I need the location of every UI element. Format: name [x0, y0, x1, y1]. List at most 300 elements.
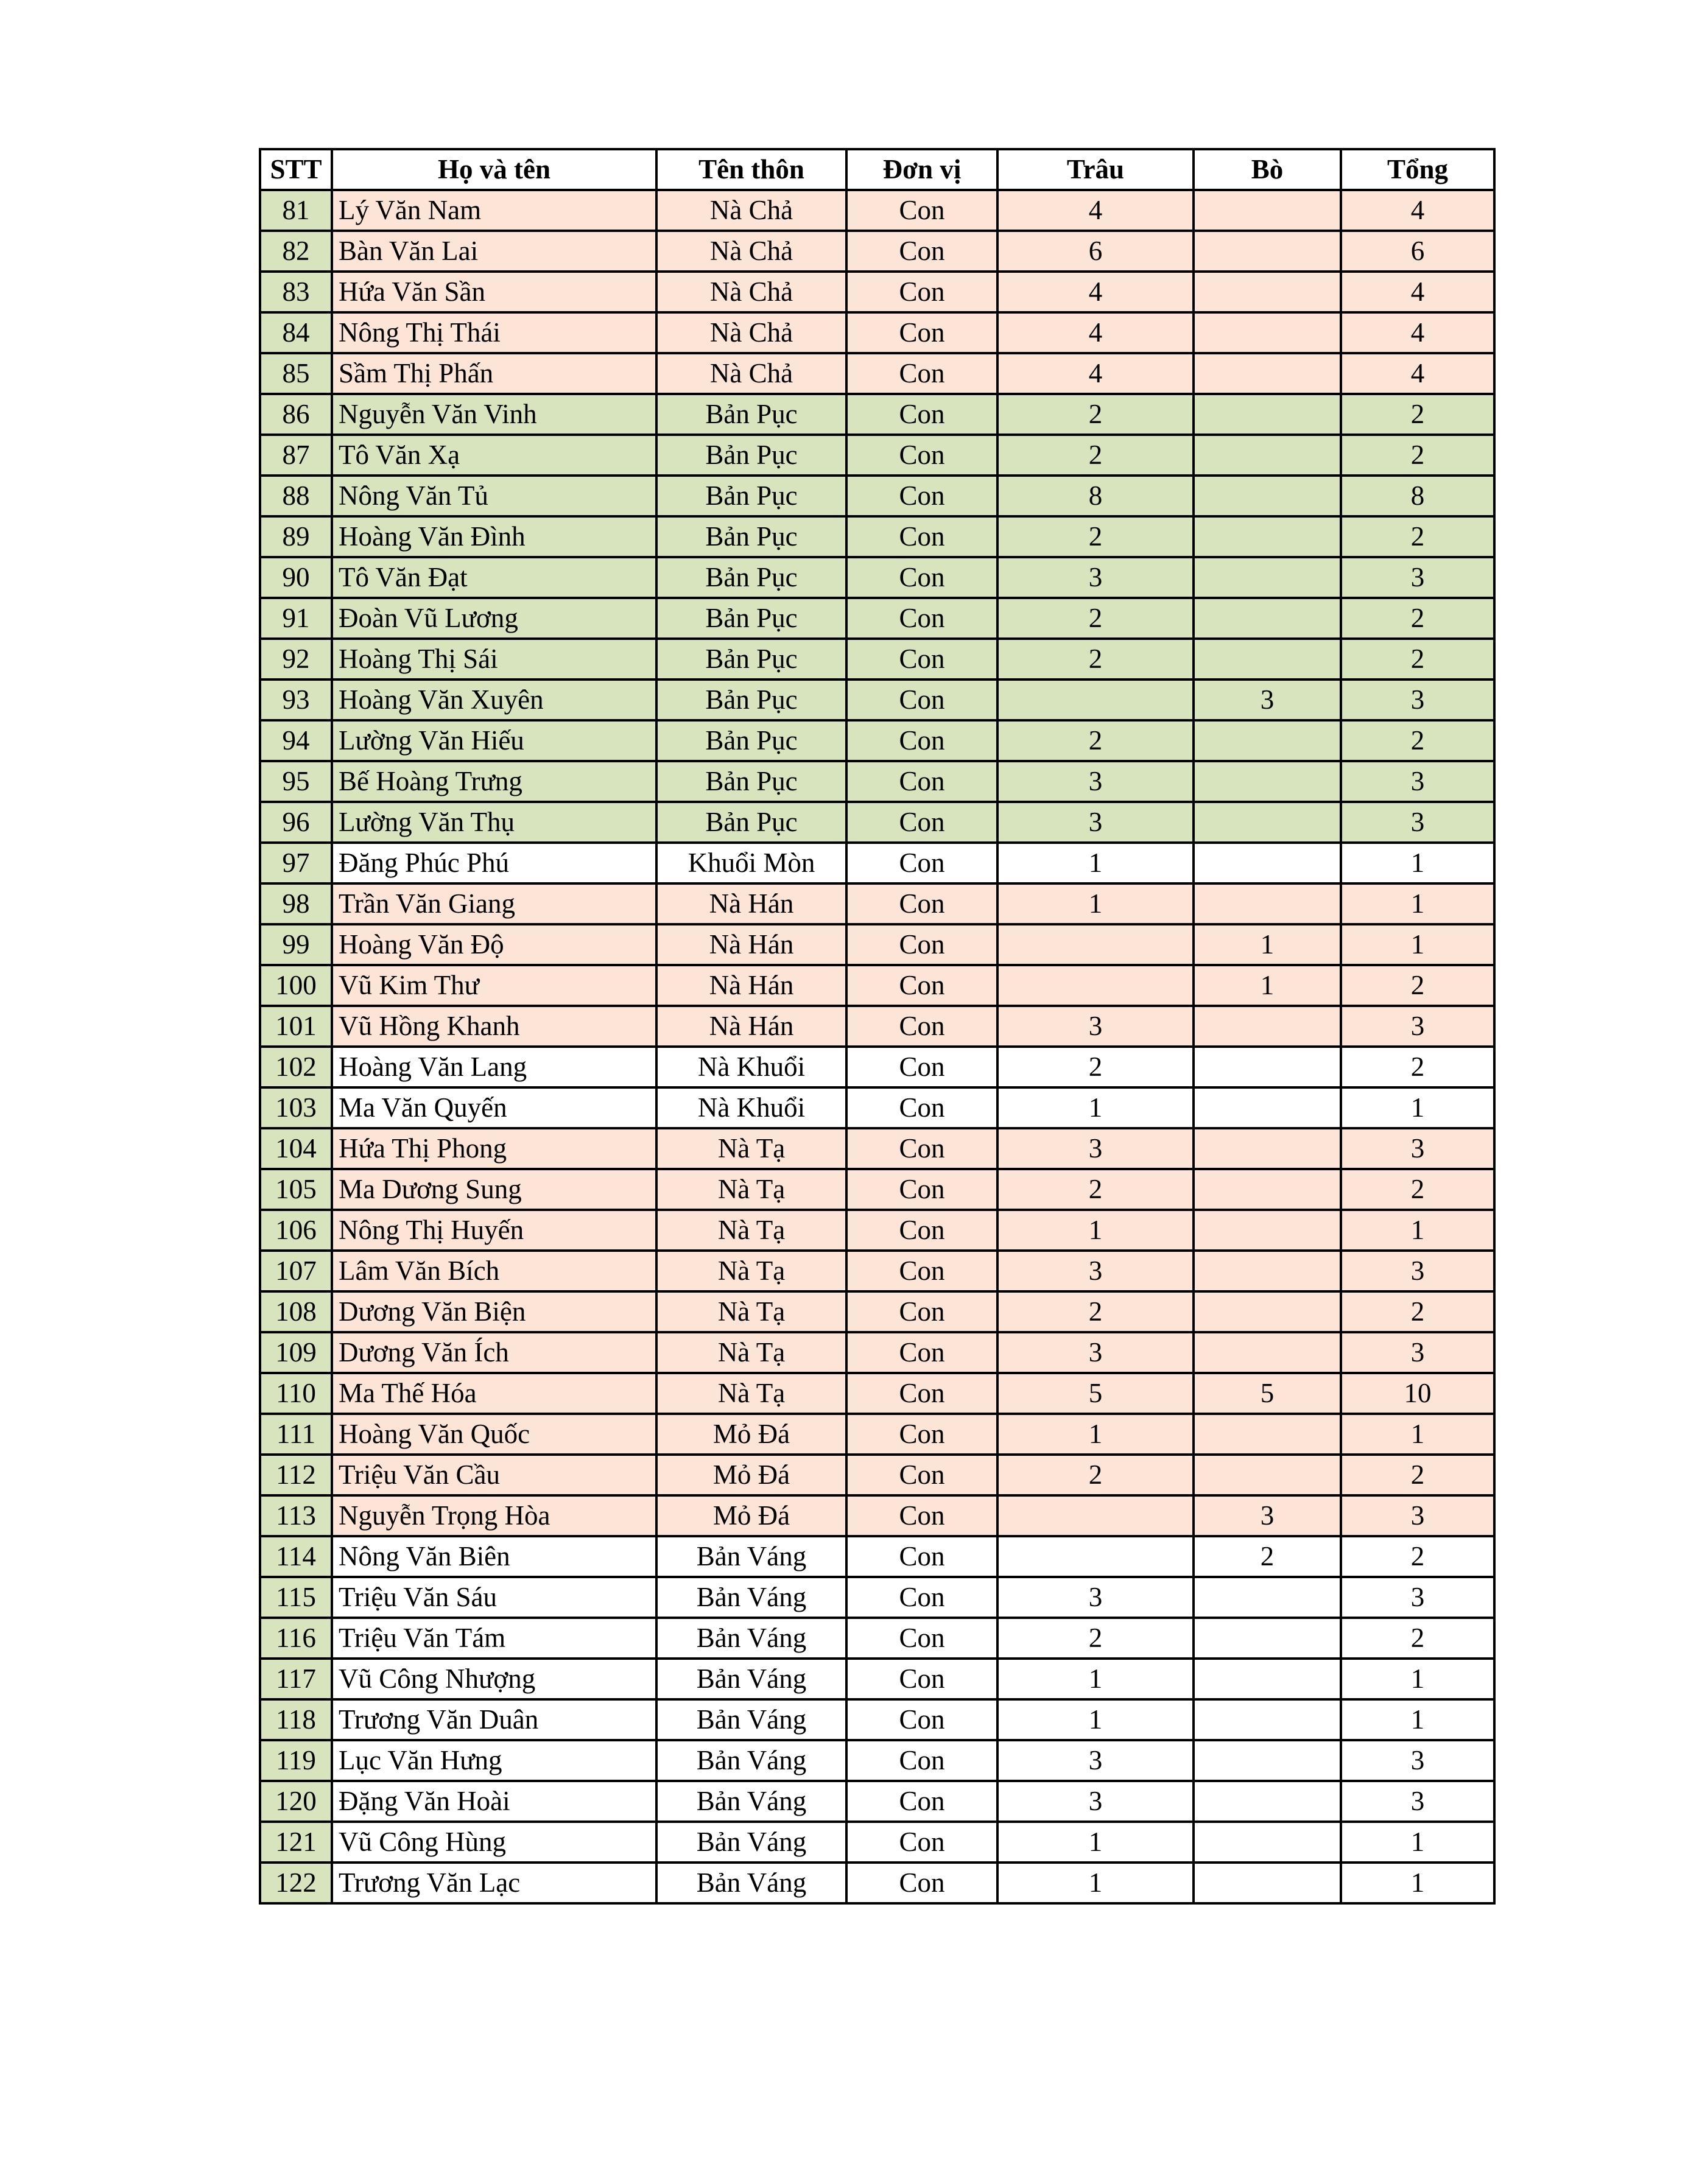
cell-cow — [1194, 1332, 1341, 1373]
cell-buffalo: 3 — [997, 557, 1194, 598]
table-row — [260, 1210, 1494, 1251]
cell-cow: 1 — [1194, 965, 1341, 1006]
cell-unit: Con — [846, 557, 997, 598]
table-row — [260, 1455, 1494, 1495]
cell-total: 2 — [1341, 639, 1494, 679]
cell-stt: 114 — [260, 1536, 332, 1577]
cell-name: Hoàng Văn Độ — [332, 924, 656, 965]
table-row — [260, 1006, 1494, 1047]
cell-total: 3 — [1341, 1740, 1494, 1781]
table-row — [260, 1699, 1494, 1740]
cell-buffalo: 3 — [997, 1332, 1194, 1373]
cell-stt: 88 — [260, 476, 332, 516]
cell-village: Bản Váng — [656, 1618, 846, 1659]
cell-cow — [1194, 190, 1341, 231]
cell-total: 10 — [1341, 1373, 1494, 1414]
cell-village: Nà Tạ — [656, 1373, 846, 1414]
cell-buffalo — [997, 924, 1194, 965]
cell-stt: 111 — [260, 1414, 332, 1455]
cell-buffalo: 4 — [997, 272, 1194, 312]
cell-cow: 3 — [1194, 1495, 1341, 1536]
cell-village: Nà Khuổi — [656, 1047, 846, 1087]
cell-cow — [1194, 802, 1341, 843]
cell-buffalo: 3 — [997, 1128, 1194, 1169]
cell-total: 3 — [1341, 1006, 1494, 1047]
cell-buffalo: 2 — [997, 516, 1194, 557]
table-row — [260, 312, 1494, 353]
cell-cow — [1194, 843, 1341, 883]
cell-buffalo: 2 — [997, 1047, 1194, 1087]
table-row — [260, 924, 1494, 965]
cell-total: 1 — [1341, 1699, 1494, 1740]
cell-stt: 92 — [260, 639, 332, 679]
cell-cow — [1194, 1781, 1341, 1822]
cell-unit: Con — [846, 1822, 997, 1863]
cell-cow — [1194, 1455, 1341, 1495]
table-row — [260, 1618, 1494, 1659]
cell-village: Bản Pục — [656, 720, 846, 761]
cell-unit: Con — [846, 679, 997, 720]
cell-stt: 103 — [260, 1087, 332, 1128]
cell-buffalo: 2 — [997, 1169, 1194, 1210]
cell-buffalo: 2 — [997, 639, 1194, 679]
cell-unit: Con — [846, 1047, 997, 1087]
cell-name: Nguyễn Trọng Hòa — [332, 1495, 656, 1536]
cell-total: 2 — [1341, 965, 1494, 1006]
cell-total: 1 — [1341, 1822, 1494, 1863]
cell-buffalo: 2 — [997, 1291, 1194, 1332]
table-row — [260, 272, 1494, 312]
cell-village: Nà Chả — [656, 272, 846, 312]
cell-name: Đoàn Vũ Lương — [332, 598, 656, 639]
cell-village: Nà Tạ — [656, 1128, 846, 1169]
cell-unit: Con — [846, 516, 997, 557]
cell-stt: 120 — [260, 1781, 332, 1822]
cell-total: 1 — [1341, 1210, 1494, 1251]
cell-name: Đặng Văn Hoài — [332, 1781, 656, 1822]
cell-stt: 116 — [260, 1618, 332, 1659]
cell-total: 3 — [1341, 1128, 1494, 1169]
cell-village: Bản Pục — [656, 802, 846, 843]
cell-buffalo: 4 — [997, 312, 1194, 353]
cell-stt: 118 — [260, 1699, 332, 1740]
cell-buffalo: 4 — [997, 190, 1194, 231]
cell-buffalo: 1 — [997, 1087, 1194, 1128]
cell-village: Bản Váng — [656, 1659, 846, 1699]
cell-buffalo — [997, 1495, 1194, 1536]
cell-cow — [1194, 1822, 1341, 1863]
cell-buffalo: 5 — [997, 1373, 1194, 1414]
header-cow: Bò — [1194, 149, 1341, 190]
cell-unit: Con — [846, 1087, 997, 1128]
cell-total: 2 — [1341, 1536, 1494, 1577]
cell-total: 1 — [1341, 924, 1494, 965]
cell-village: Bản Pục — [656, 435, 846, 476]
cell-unit: Con — [846, 353, 997, 394]
cell-unit: Con — [846, 802, 997, 843]
table-body — [260, 190, 1494, 1903]
cell-village: Nà Chả — [656, 312, 846, 353]
cell-total: 2 — [1341, 720, 1494, 761]
cell-stt: 117 — [260, 1659, 332, 1699]
cell-name: Trương Văn Lạc — [332, 1863, 656, 1903]
table-row — [260, 1781, 1494, 1822]
cell-village: Bản Pục — [656, 598, 846, 639]
table-row — [260, 1169, 1494, 1210]
cell-unit: Con — [846, 965, 997, 1006]
cell-total: 2 — [1341, 1047, 1494, 1087]
cell-total: 1 — [1341, 1659, 1494, 1699]
cell-name: Lâm Văn Bích — [332, 1251, 656, 1291]
cell-village: Bản Váng — [656, 1699, 846, 1740]
cell-name: Đăng Phúc Phú — [332, 843, 656, 883]
cell-buffalo: 6 — [997, 231, 1194, 272]
cell-unit: Con — [846, 190, 997, 231]
cell-cow — [1194, 476, 1341, 516]
cell-stt: 93 — [260, 679, 332, 720]
cell-village: Bản Pục — [656, 516, 846, 557]
cell-buffalo: 3 — [997, 802, 1194, 843]
cell-cow — [1194, 1210, 1341, 1251]
cell-total: 2 — [1341, 598, 1494, 639]
cell-unit: Con — [846, 1210, 997, 1251]
cell-name: Lường Văn Thụ — [332, 802, 656, 843]
cell-cow: 2 — [1194, 1536, 1341, 1577]
table-row — [260, 1332, 1494, 1373]
cell-name: Bàn Văn Lai — [332, 231, 656, 272]
cell-buffalo: 3 — [997, 1577, 1194, 1618]
cell-stt: 98 — [260, 883, 332, 924]
cell-unit: Con — [846, 1618, 997, 1659]
header-row — [260, 149, 1494, 190]
table-row — [260, 720, 1494, 761]
cell-total: 8 — [1341, 476, 1494, 516]
table-row — [260, 190, 1494, 231]
cell-name: Hoàng Văn Xuyên — [332, 679, 656, 720]
table-row — [260, 231, 1494, 272]
table-row — [260, 1822, 1494, 1863]
cell-village: Nà Chả — [656, 353, 846, 394]
cell-total: 4 — [1341, 353, 1494, 394]
cell-cow — [1194, 761, 1341, 802]
table-row — [260, 476, 1494, 516]
cell-total: 2 — [1341, 435, 1494, 476]
cell-name: Dương Văn Biện — [332, 1291, 656, 1332]
cell-stt: 110 — [260, 1373, 332, 1414]
cell-cow — [1194, 1128, 1341, 1169]
cell-village: Mỏ Đá — [656, 1414, 846, 1455]
cell-village: Nà Tạ — [656, 1169, 846, 1210]
cell-total: 4 — [1341, 190, 1494, 231]
cell-stt: 86 — [260, 394, 332, 435]
cell-village: Bản Pục — [656, 639, 846, 679]
cell-total: 1 — [1341, 1414, 1494, 1455]
table-row — [260, 1740, 1494, 1781]
cell-buffalo: 2 — [997, 1618, 1194, 1659]
cell-village: Nà Tạ — [656, 1332, 846, 1373]
table-row — [260, 1536, 1494, 1577]
cell-unit: Con — [846, 1251, 997, 1291]
cell-village: Bản Pục — [656, 761, 846, 802]
cell-unit: Con — [846, 1536, 997, 1577]
cell-total: 3 — [1341, 802, 1494, 843]
cell-village: Bản Pục — [656, 394, 846, 435]
header-unit: Đơn vị — [846, 149, 997, 190]
cell-total: 3 — [1341, 1251, 1494, 1291]
cell-unit: Con — [846, 312, 997, 353]
cell-name: Hứa Văn Sần — [332, 272, 656, 312]
cell-village: Bản Váng — [656, 1781, 846, 1822]
cell-cow — [1194, 598, 1341, 639]
cell-buffalo — [997, 965, 1194, 1006]
cell-unit: Con — [846, 272, 997, 312]
cell-total: 3 — [1341, 761, 1494, 802]
table-row — [260, 1373, 1494, 1414]
cell-name: Ma Dương Sung — [332, 1169, 656, 1210]
cell-buffalo: 2 — [997, 1455, 1194, 1495]
cell-unit: Con — [846, 231, 997, 272]
header-stt: STT — [260, 149, 332, 190]
cell-total: 3 — [1341, 557, 1494, 598]
cell-stt: 102 — [260, 1047, 332, 1087]
cell-unit: Con — [846, 1659, 997, 1699]
cell-cow — [1194, 272, 1341, 312]
cell-total: 1 — [1341, 883, 1494, 924]
cell-name: Nguyễn Văn Vinh — [332, 394, 656, 435]
cell-stt: 81 — [260, 190, 332, 231]
cell-cow — [1194, 1047, 1341, 1087]
table-row — [260, 639, 1494, 679]
table-row — [260, 1047, 1494, 1087]
cell-stt: 121 — [260, 1822, 332, 1863]
cell-village: Nà Hán — [656, 883, 846, 924]
header-name: Họ và tên — [332, 149, 656, 190]
cell-stt: 122 — [260, 1863, 332, 1903]
cell-name: Vũ Kim Thư — [332, 965, 656, 1006]
cell-unit: Con — [846, 1128, 997, 1169]
cell-total: 4 — [1341, 312, 1494, 353]
table-row — [260, 394, 1494, 435]
cell-buffalo: 3 — [997, 1740, 1194, 1781]
cell-buffalo: 1 — [997, 1699, 1194, 1740]
cell-stt: 84 — [260, 312, 332, 353]
cell-total: 1 — [1341, 843, 1494, 883]
header-village: Tên thôn — [656, 149, 846, 190]
cell-stt: 113 — [260, 1495, 332, 1536]
cell-name: Triệu Văn Tám — [332, 1618, 656, 1659]
table-row — [260, 965, 1494, 1006]
cell-name: Sầm Thị Phấn — [332, 353, 656, 394]
cell-stt: 115 — [260, 1577, 332, 1618]
cell-total: 6 — [1341, 231, 1494, 272]
cell-buffalo: 2 — [997, 435, 1194, 476]
table-row — [260, 1251, 1494, 1291]
cell-stt: 87 — [260, 435, 332, 476]
cell-stt: 94 — [260, 720, 332, 761]
cell-unit: Con — [846, 639, 997, 679]
cell-unit: Con — [846, 761, 997, 802]
cell-total: 2 — [1341, 1169, 1494, 1210]
cell-buffalo: 1 — [997, 843, 1194, 883]
cell-name: Ma Văn Quyến — [332, 1087, 656, 1128]
cell-cow — [1194, 1659, 1341, 1699]
cell-total: 3 — [1341, 679, 1494, 720]
table-row — [260, 802, 1494, 843]
cell-total: 3 — [1341, 1577, 1494, 1618]
cell-total: 4 — [1341, 272, 1494, 312]
cell-cow — [1194, 1699, 1341, 1740]
cell-name: Vũ Hồng Khanh — [332, 1006, 656, 1047]
cell-village: Nà Khuổi — [656, 1087, 846, 1128]
header-total: Tổng — [1341, 149, 1494, 190]
cell-village: Bản Váng — [656, 1577, 846, 1618]
cell-village: Nà Chả — [656, 231, 846, 272]
cell-stt: 82 — [260, 231, 332, 272]
cell-buffalo: 1 — [997, 1414, 1194, 1455]
cell-cow — [1194, 1740, 1341, 1781]
cell-buffalo — [997, 679, 1194, 720]
cell-buffalo: 8 — [997, 476, 1194, 516]
cell-stt: 96 — [260, 802, 332, 843]
cell-unit: Con — [846, 1291, 997, 1332]
cell-name: Triệu Văn Cầu — [332, 1455, 656, 1495]
cell-buffalo: 4 — [997, 353, 1194, 394]
table-row — [260, 843, 1494, 883]
cell-name: Tô Văn Xạ — [332, 435, 656, 476]
cell-total: 2 — [1341, 394, 1494, 435]
cell-cow — [1194, 1618, 1341, 1659]
cell-name: Trương Văn Duân — [332, 1699, 656, 1740]
cell-unit: Con — [846, 1169, 997, 1210]
cell-village: Nà Tạ — [656, 1291, 846, 1332]
cell-total: 3 — [1341, 1332, 1494, 1373]
cell-cow — [1194, 353, 1341, 394]
cell-village: Nà Tạ — [656, 1210, 846, 1251]
cell-stt: 85 — [260, 353, 332, 394]
table-row — [260, 435, 1494, 476]
cell-stt: 99 — [260, 924, 332, 965]
cell-name: Ma Thế Hóa — [332, 1373, 656, 1414]
cell-buffalo: 1 — [997, 1210, 1194, 1251]
cell-stt: 105 — [260, 1169, 332, 1210]
cell-buffalo: 1 — [997, 883, 1194, 924]
cell-total: 1 — [1341, 1863, 1494, 1903]
cell-buffalo: 1 — [997, 1659, 1194, 1699]
cell-name: Hoàng Thị Sái — [332, 639, 656, 679]
table-row — [260, 353, 1494, 394]
cell-cow — [1194, 1414, 1341, 1455]
cell-unit: Con — [846, 843, 997, 883]
cell-stt: 97 — [260, 843, 332, 883]
cell-village: Bản Pục — [656, 679, 846, 720]
cell-name: Vũ Công Hùng — [332, 1822, 656, 1863]
cell-village: Mỏ Đá — [656, 1495, 846, 1536]
cell-village: Nà Chả — [656, 190, 846, 231]
cell-unit: Con — [846, 1699, 997, 1740]
cell-unit: Con — [846, 1455, 997, 1495]
cell-name: Tô Văn Đạt — [332, 557, 656, 598]
cell-buffalo: 3 — [997, 1251, 1194, 1291]
cell-buffalo: 2 — [997, 720, 1194, 761]
cell-unit: Con — [846, 1414, 997, 1455]
cell-name: Nông Văn Tủ — [332, 476, 656, 516]
cell-buffalo — [997, 1536, 1194, 1577]
cell-unit: Con — [846, 1577, 997, 1618]
table-row — [260, 598, 1494, 639]
cell-stt: 90 — [260, 557, 332, 598]
cell-name: Lý Văn Nam — [332, 190, 656, 231]
table-row — [260, 1414, 1494, 1455]
cell-buffalo: 1 — [997, 1822, 1194, 1863]
cell-total: 2 — [1341, 1455, 1494, 1495]
cell-buffalo: 3 — [997, 1781, 1194, 1822]
cell-cow — [1194, 394, 1341, 435]
cell-name: Triệu Văn Sáu — [332, 1577, 656, 1618]
cell-stt: 83 — [260, 272, 332, 312]
cell-cow — [1194, 1251, 1341, 1291]
cell-cow — [1194, 231, 1341, 272]
cell-total: 1 — [1341, 1087, 1494, 1128]
cell-cow — [1194, 639, 1341, 679]
cell-buffalo: 2 — [997, 394, 1194, 435]
cell-buffalo: 3 — [997, 1006, 1194, 1047]
cell-unit: Con — [846, 1006, 997, 1047]
table-row — [260, 1659, 1494, 1699]
cell-stt: 109 — [260, 1332, 332, 1373]
cell-name: Dương Văn Ích — [332, 1332, 656, 1373]
cell-name: Lường Văn Hiếu — [332, 720, 656, 761]
cell-village: Bản Pục — [656, 476, 846, 516]
table-row — [260, 1577, 1494, 1618]
cell-unit: Con — [846, 1740, 997, 1781]
table-row — [260, 1291, 1494, 1332]
cell-stt: 104 — [260, 1128, 332, 1169]
cell-name: Hoàng Văn Đình — [332, 516, 656, 557]
header-buffalo: Trâu — [997, 149, 1194, 190]
cell-village: Nà Hán — [656, 965, 846, 1006]
cell-name: Hoàng Văn Lang — [332, 1047, 656, 1087]
cell-unit: Con — [846, 476, 997, 516]
cell-name: Nông Thị Thái — [332, 312, 656, 353]
livestock-table — [259, 148, 1496, 1905]
table-row — [260, 1087, 1494, 1128]
cell-cow: 5 — [1194, 1373, 1341, 1414]
cell-unit: Con — [846, 1863, 997, 1903]
cell-unit: Con — [846, 1495, 997, 1536]
cell-unit: Con — [846, 720, 997, 761]
cell-village: Nà Hán — [656, 1006, 846, 1047]
cell-cow — [1194, 516, 1341, 557]
cell-buffalo: 2 — [997, 598, 1194, 639]
table-row — [260, 883, 1494, 924]
cell-cow — [1194, 1577, 1341, 1618]
cell-total: 3 — [1341, 1781, 1494, 1822]
cell-cow — [1194, 435, 1341, 476]
cell-unit: Con — [846, 598, 997, 639]
cell-stt: 100 — [260, 965, 332, 1006]
table-row — [260, 1863, 1494, 1903]
cell-village: Bản Váng — [656, 1863, 846, 1903]
cell-name: Nông Văn Biên — [332, 1536, 656, 1577]
cell-village: Nà Tạ — [656, 1251, 846, 1291]
cell-unit: Con — [846, 435, 997, 476]
cell-unit: Con — [846, 1332, 997, 1373]
cell-name: Nông Thị Huyến — [332, 1210, 656, 1251]
cell-stt: 89 — [260, 516, 332, 557]
cell-name: Lục Văn Hưng — [332, 1740, 656, 1781]
cell-unit: Con — [846, 883, 997, 924]
table-row — [260, 516, 1494, 557]
